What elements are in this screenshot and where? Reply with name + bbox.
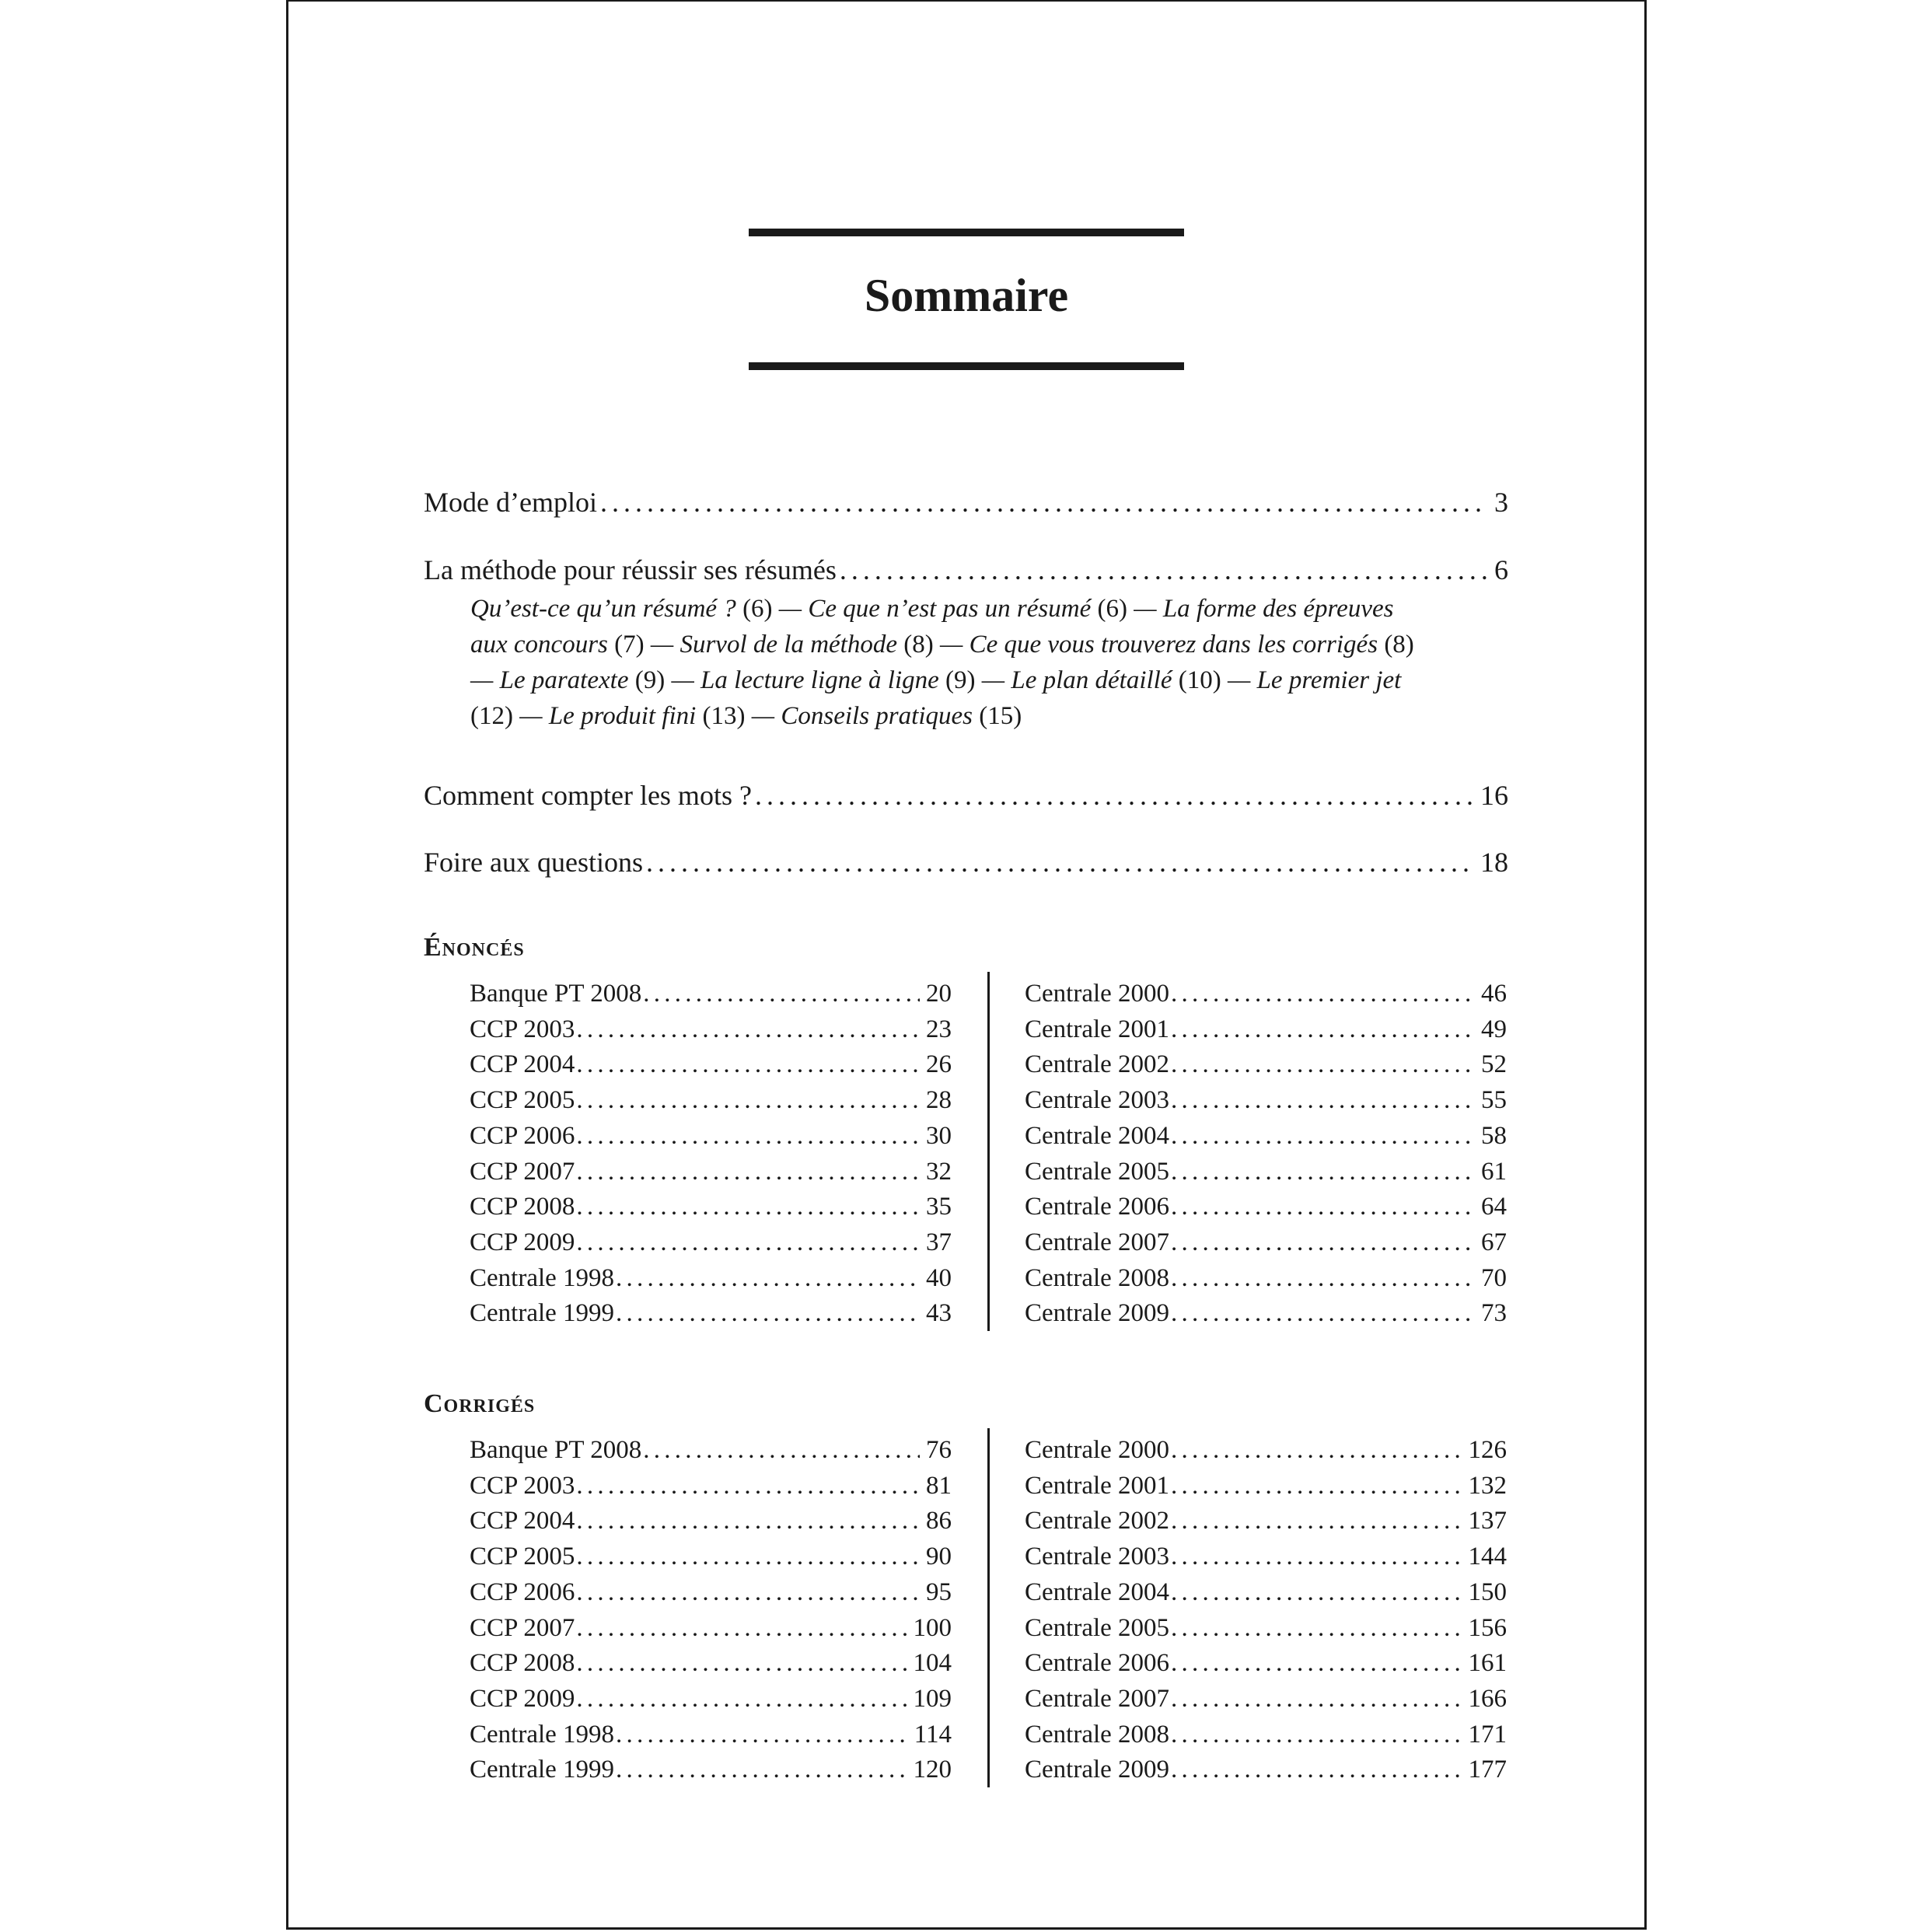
toc-list-item[interactable]: [470, 1261, 952, 1297]
detail-page: (12): [470, 702, 513, 730]
toc-entry-label: Centrale 2008: [1025, 1263, 1170, 1292]
toc-list-item[interactable]: [470, 1611, 952, 1647]
toc-list-item[interactable]: [470, 1047, 952, 1083]
leader-dots: [576, 1119, 920, 1155]
toc-entry-label: Centrale 2001: [1025, 1471, 1170, 1500]
detail-item: Le produit fini: [548, 702, 697, 730]
leader-dots: [1171, 1047, 1475, 1083]
toc-entry-label: CCP 2004: [470, 1050, 575, 1079]
detail-item: Ce que n’est pas un résumé: [808, 595, 1092, 623]
toc-list-item[interactable]: [1025, 1047, 1507, 1083]
toc-entry-page: 43: [926, 1299, 952, 1328]
detail-page: (6): [1097, 595, 1127, 623]
toc-entry-label: CCP 2007: [470, 1157, 575, 1186]
leader-dots: [1171, 1504, 1462, 1539]
toc-list-item[interactable]: [470, 1539, 952, 1575]
toc-list-item[interactable]: [470, 1504, 952, 1539]
leader-dots: [1171, 1646, 1462, 1682]
title-rule-top: [749, 229, 1184, 236]
toc-entry-label: Centrale 2001: [1025, 1015, 1170, 1043]
leader-dots: [1171, 1752, 1462, 1788]
leader-dots: [576, 1225, 920, 1261]
section-heading-corriges: Corrigés: [424, 1389, 536, 1418]
toc-list-item[interactable]: [1025, 1646, 1507, 1682]
toc-list-item[interactable]: [470, 1575, 952, 1611]
toc-entry-label: Centrale 1999: [470, 1299, 615, 1328]
toc-entry-label: CCP 2008: [470, 1649, 575, 1678]
toc-entry-page: 70: [1481, 1263, 1507, 1292]
leader-dots: [576, 1083, 920, 1119]
toc-entry-foire-questions[interactable]: [424, 844, 1508, 881]
toc-entry-label: CCP 2005: [470, 1086, 575, 1115]
toc-entry-label: CCP 2008: [470, 1193, 575, 1221]
leader-dots: [576, 1611, 907, 1647]
toc-list-item[interactable]: [470, 1083, 952, 1119]
toc-entry-label: Centrale 2003: [1025, 1542, 1170, 1571]
toc-entry-page: 86: [926, 1507, 952, 1535]
detail-item: Le premier jet: [1256, 666, 1402, 694]
toc-list-item[interactable]: [1025, 1752, 1507, 1788]
leader-dots: [1171, 1119, 1475, 1155]
detail-item: La lecture ligne à ligne: [700, 666, 939, 694]
leader-dots: [576, 1155, 920, 1190]
toc-list-item[interactable]: [1025, 1012, 1507, 1048]
toc-entry-page: 46: [1481, 980, 1507, 1008]
detail-page: (9): [634, 666, 666, 694]
leader-dots: [576, 1047, 920, 1083]
leader-dots: [600, 484, 1488, 521]
toc-entry-page: 61: [1481, 1157, 1507, 1186]
leader-dots: [616, 1752, 907, 1788]
toc-entry-label: Centrale 2008: [1025, 1720, 1170, 1749]
detail-page: (6): [742, 595, 773, 623]
toc-entry-label: Centrale 2002: [1025, 1050, 1170, 1079]
leader-dots: [1171, 1611, 1462, 1647]
toc-entry-page: 132: [1468, 1471, 1507, 1500]
leader-dots: [1171, 1225, 1475, 1261]
toc-entry-label: Centrale 2005: [1025, 1157, 1170, 1186]
toc-entry-label: Centrale 1999: [470, 1756, 615, 1784]
method-details: Qu’est-ce qu’un résumé ? (6) — Ce que n’est pas un résumé (6) — La forme des épreuves aux concours (7) — Survol de la méthode (8) — Ce que vous trouverez dans les corrigés (8) — Le paratexte (9) — La lecture ligne à ligne (9) — Le plan détaillé (10) — Le premier jet (12) — Le produit fini (13) — Conseils pratiques (15): [470, 595, 1414, 730]
toc-entry-label: Banque PT 2008: [470, 980, 642, 1008]
toc-entry-label: CCP 2003: [470, 1471, 575, 1500]
toc-list-item[interactable]: [470, 1155, 952, 1190]
toc-entry-methode[interactable]: [424, 551, 1508, 589]
toc-list-item[interactable]: [470, 1752, 952, 1788]
leader-dots: [643, 976, 920, 1012]
leader-dots: [840, 551, 1488, 589]
detail-item: Qu’est-ce qu’un résumé ?: [470, 595, 736, 623]
toc-entry-page: 26: [926, 1050, 952, 1079]
toc-entry-page: 144: [1468, 1542, 1507, 1571]
toc-entry-label: Mode d’emploi: [424, 487, 597, 518]
toc-list-item[interactable]: [1025, 1119, 1507, 1155]
toc-list-item[interactable]: [1025, 1469, 1507, 1504]
toc-entry-label: Centrale 2006: [1025, 1193, 1170, 1221]
toc-list-item[interactable]: [1025, 1433, 1507, 1469]
page-title: Sommaire: [864, 270, 1069, 321]
toc-entry-label: CCP 2005: [470, 1542, 575, 1571]
column-divider: [987, 1428, 990, 1787]
corriges-left-column: [470, 1433, 952, 1788]
toc-entry-page: 120: [913, 1756, 952, 1784]
toc-entry-page: 166: [1468, 1684, 1507, 1713]
column-divider: [987, 972, 990, 1331]
toc-entry-page: 30: [926, 1121, 952, 1150]
leader-dots: [576, 1682, 907, 1717]
detail-page: (8): [903, 631, 934, 659]
toc-list-item[interactable]: [1025, 1261, 1507, 1297]
toc-list-item[interactable]: [470, 1469, 952, 1504]
toc-entry-label: Centrale 2006: [1025, 1649, 1170, 1678]
leader-dots: [1171, 1539, 1462, 1575]
leader-dots: [1171, 1717, 1462, 1753]
toc-entry-page: 73: [1481, 1299, 1507, 1328]
toc-list-item[interactable]: [470, 1717, 952, 1753]
toc-entry-page: 137: [1468, 1507, 1507, 1535]
toc-entry-page: 90: [926, 1542, 952, 1571]
leader-dots: [1171, 1261, 1475, 1297]
toc-entry-page: 28: [926, 1086, 952, 1115]
leader-dots: [1171, 1433, 1462, 1469]
toc-entry-page: 161: [1468, 1649, 1507, 1678]
toc-entry-page: 3: [1494, 487, 1508, 518]
toc-entry-page: 126: [1468, 1436, 1507, 1464]
toc-entry-label: Centrale 2009: [1025, 1299, 1170, 1328]
toc-list-item[interactable]: [470, 1646, 952, 1682]
toc-list-item[interactable]: [1025, 1504, 1507, 1539]
toc-list-item[interactable]: [1025, 1296, 1507, 1332]
leader-dots: [1171, 1155, 1475, 1190]
leader-dots: [1171, 976, 1475, 1012]
toc-list-item[interactable]: [1025, 1225, 1507, 1261]
leader-dots: [576, 1646, 907, 1682]
toc-entry-label: Centrale 1998: [470, 1720, 615, 1749]
toc-entry-label: Comment compter les mots ?: [424, 780, 752, 811]
toc-entry-label: Centrale 1998: [470, 1263, 615, 1292]
toc-entry-label: Centrale 2000: [1025, 1436, 1170, 1464]
toc-entry-page: 58: [1481, 1121, 1507, 1150]
toc-entry-page: 95: [926, 1577, 952, 1606]
detail-page: (9): [945, 666, 976, 694]
leader-dots: [1171, 1083, 1475, 1119]
toc-entry-page: 150: [1468, 1577, 1507, 1606]
toc-entry-label: CCP 2004: [470, 1507, 575, 1535]
toc-entry-page: 67: [1481, 1228, 1507, 1256]
toc-entry-label: Centrale 2009: [1025, 1756, 1170, 1784]
toc-entry-page: 81: [926, 1471, 952, 1500]
detail-item: Conseils pratiques: [781, 702, 973, 730]
detail-page: (10): [1178, 666, 1221, 694]
leader-dots: [1171, 1682, 1462, 1717]
enonces-right-column: [1025, 976, 1507, 1332]
toc-entry-label: Centrale 2003: [1025, 1086, 1170, 1115]
leader-dots: [616, 1261, 920, 1297]
detail-page: (15): [979, 702, 1022, 730]
toc-entry-page: 104: [913, 1649, 952, 1678]
toc-entry-label: Centrale 2005: [1025, 1613, 1170, 1642]
toc-list-item[interactable]: [1025, 1717, 1507, 1753]
detail-item: La forme des épreuves aux concours: [470, 595, 1394, 659]
toc-entry-label: Centrale 2000: [1025, 980, 1170, 1008]
detail-item: Ce que vous trouverez dans les corrigés: [969, 631, 1378, 659]
leader-dots: [576, 1012, 920, 1048]
toc-entry-page: 171: [1468, 1720, 1507, 1749]
toc-entry-label: La méthode pour réussir ses résumés: [424, 554, 837, 585]
toc-entry-page: 23: [926, 1015, 952, 1043]
detail-item: Le paratexte: [499, 666, 629, 694]
toc-entry-label: Foire aux questions: [424, 847, 643, 878]
detail-item: Le plan détaillé: [1011, 666, 1172, 694]
leader-dots: [576, 1539, 920, 1575]
leader-dots: [576, 1575, 920, 1611]
corriges-right-column: [1025, 1433, 1507, 1788]
toc-list-item[interactable]: [1025, 1083, 1507, 1119]
toc-list-item[interactable]: [1025, 976, 1507, 1012]
toc-entry-compter-mots[interactable]: [424, 777, 1508, 814]
toc-entry-label: Banque PT 2008: [470, 1436, 642, 1464]
toc-list-item[interactable]: [470, 1682, 952, 1717]
toc-entry-label: Centrale 2002: [1025, 1507, 1170, 1535]
detail-page: (13): [702, 702, 746, 730]
toc-entry-page: 49: [1481, 1015, 1507, 1043]
toc-entry-page: 109: [913, 1684, 952, 1713]
toc-entry-page: 20: [926, 980, 952, 1008]
toc-list-item[interactable]: [1025, 1611, 1507, 1647]
toc-entry-page: 114: [914, 1720, 952, 1749]
detail-page: (8): [1384, 631, 1414, 659]
toc-list-item[interactable]: [1025, 1682, 1507, 1717]
leader-dots: [643, 1433, 920, 1469]
toc-entry-page: 37: [926, 1228, 952, 1256]
leader-dots: [576, 1504, 920, 1539]
leader-dots: [755, 777, 1474, 814]
toc-list-item[interactable]: [470, 1012, 952, 1048]
leader-dots: [576, 1190, 920, 1225]
toc-entry-page: 6: [1494, 554, 1508, 585]
toc-list-item[interactable]: [470, 1296, 952, 1332]
leader-dots: [576, 1469, 920, 1504]
toc-entry-page: 40: [926, 1263, 952, 1292]
toc-list-item[interactable]: [1025, 1539, 1507, 1575]
leader-dots: [616, 1717, 908, 1753]
toc-entry-label: Centrale 2007: [1025, 1684, 1170, 1713]
toc-entry-label: CCP 2006: [470, 1121, 575, 1150]
leader-dots: [1171, 1575, 1462, 1611]
toc-entry-page: 55: [1481, 1086, 1507, 1115]
leader-dots: [1171, 1469, 1462, 1504]
section-heading-enonces: Énoncés: [424, 933, 525, 962]
toc-entry-label: CCP 2009: [470, 1684, 575, 1713]
toc-entry-page: 52: [1481, 1050, 1507, 1079]
toc-list-item[interactable]: [470, 1190, 952, 1225]
toc-entry-label: CCP 2006: [470, 1577, 575, 1606]
toc-list-item[interactable]: [1025, 1155, 1507, 1190]
toc-entry-label: CCP 2007: [470, 1613, 575, 1642]
leader-dots: [1171, 1190, 1475, 1225]
enonces-left-column: [470, 976, 952, 1332]
toc-entry-page: 156: [1468, 1613, 1507, 1642]
toc-entry-mode-emploi[interactable]: [424, 484, 1508, 521]
toc-entry-page: 32: [926, 1157, 952, 1186]
toc-entry-page: 177: [1468, 1756, 1507, 1784]
toc-list-item[interactable]: [470, 1225, 952, 1261]
leader-dots: [616, 1296, 920, 1332]
toc-entry-page: 16: [1480, 780, 1508, 811]
toc-entry-page: 64: [1481, 1193, 1507, 1221]
toc-list-item[interactable]: [1025, 1575, 1507, 1611]
toc-entry-label: Centrale 2004: [1025, 1577, 1170, 1606]
toc-list-item[interactable]: [470, 976, 952, 1012]
toc-list-item[interactable]: [470, 1433, 952, 1469]
leader-dots: [1171, 1012, 1475, 1048]
toc-entry-page: 100: [913, 1613, 952, 1642]
leader-dots: [1171, 1296, 1475, 1332]
toc-list-item[interactable]: [1025, 1190, 1507, 1225]
title-rule-bottom: [749, 362, 1184, 370]
toc-entry-label: Centrale 2007: [1025, 1228, 1170, 1256]
toc-entry-label: Centrale 2004: [1025, 1121, 1170, 1150]
toc-entry-page: 76: [926, 1436, 952, 1464]
toc-entry-page: 18: [1480, 847, 1508, 878]
detail-item: Survol de la méthode: [680, 631, 897, 659]
toc-entry-label: CCP 2009: [470, 1228, 575, 1256]
leader-dots: [646, 844, 1474, 881]
detail-page: (7): [614, 631, 645, 659]
toc-entry-page: 35: [926, 1193, 952, 1221]
toc-entry-label: CCP 2003: [470, 1015, 575, 1043]
toc-list-item[interactable]: [470, 1119, 952, 1155]
